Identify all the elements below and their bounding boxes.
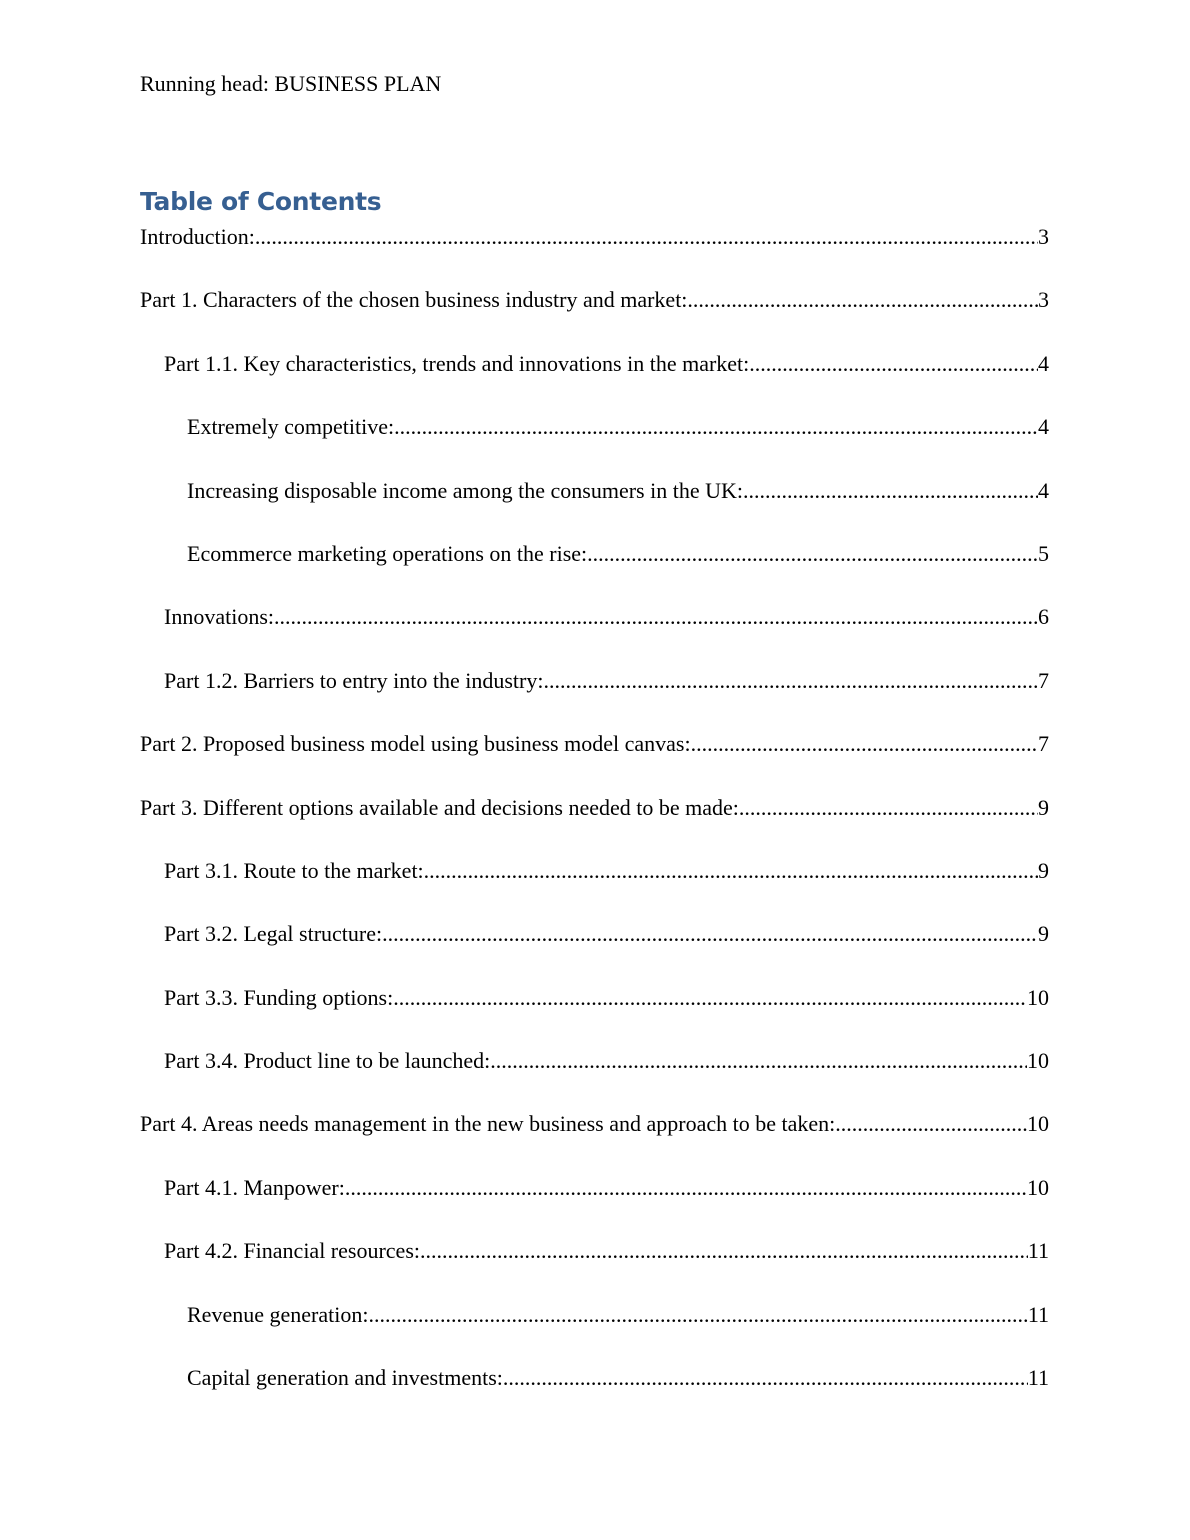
toc-page-number: 10	[1027, 984, 1049, 1010]
toc-page-number: 4	[1038, 350, 1049, 376]
toc-entry[interactable]	[140, 222, 1049, 285]
toc-entry-text: Introduction:	[140, 224, 255, 249]
toc-dot-leader	[749, 349, 1038, 379]
toc-dot-leader	[543, 666, 1038, 696]
toc-page-number: 11	[1027, 1365, 1049, 1391]
toc-entry-text: Increasing disposable income among the consumers in the UK:	[187, 477, 743, 503]
toc-entry[interactable]	[140, 1300, 1049, 1363]
toc-dot-leader	[424, 856, 1038, 886]
toc-entry-text: Part 3.1. Route to the market:	[164, 857, 424, 883]
toc-entry-text: Part 4.2. Financial resources:	[164, 1238, 420, 1264]
toc-entry-text: Part 3.2. Legal structure:	[164, 921, 383, 947]
toc-entry-text: Part 3.4. Product line to be launched:	[164, 1048, 491, 1074]
toc-page-number: 7	[1038, 667, 1049, 693]
toc-entry[interactable]	[140, 983, 1049, 1046]
toc-page-number: 9	[1038, 921, 1049, 947]
toc-page-number: 10	[1027, 1174, 1049, 1200]
toc-dot-leader	[490, 1046, 1027, 1076]
toc-entry-text: Capital generation and investments:	[187, 1365, 503, 1391]
toc-entry[interactable]	[140, 602, 1049, 665]
toc-dot-leader	[687, 285, 1038, 315]
toc-entry-text: Extremely competitive:	[187, 414, 395, 440]
toc-entry-text: Part 2. Proposed business model using business model canvas:	[140, 731, 691, 757]
toc-entry[interactable]	[140, 666, 1049, 729]
toc-page-number: 4	[1038, 414, 1049, 440]
toc-dot-leader	[345, 1173, 1027, 1203]
toc-entry[interactable]	[140, 793, 1049, 856]
toc-dot-leader	[739, 793, 1038, 823]
toc-dot-leader	[255, 222, 1038, 252]
toc-page-number: 6	[1038, 604, 1049, 630]
toc-entry-text: Part 4. Areas needs management in the new business and approach to be taken:	[140, 1111, 836, 1137]
toc-page-number: 9	[1038, 794, 1049, 820]
toc-entry[interactable]	[140, 1046, 1049, 1109]
toc-entry[interactable]	[140, 1173, 1049, 1236]
toc-dot-leader	[382, 919, 1038, 949]
toc-entry[interactable]	[140, 412, 1049, 475]
toc-page-number: 4	[1038, 477, 1049, 503]
toc-entry-text: Part 4.1. Manpower:	[164, 1174, 345, 1200]
toc-dot-leader	[420, 1236, 1028, 1266]
toc-page-number: 10	[1027, 1111, 1049, 1137]
toc-entry[interactable]	[140, 729, 1049, 792]
toc-dot-leader	[587, 539, 1038, 569]
toc-entry-text: Part 3.3. Funding options:	[164, 984, 394, 1010]
running-head: Running head: BUSINESS PLAN	[140, 71, 442, 96]
toc-page-number: 3	[1038, 224, 1049, 249]
toc-page-number: 11	[1027, 1301, 1049, 1327]
toc-dot-leader	[743, 476, 1038, 506]
toc-title: Table of Contents	[140, 187, 382, 216]
toc-page-number: 10	[1027, 1048, 1049, 1074]
toc-entry-text: Part 1.2. Barriers to entry into the industry:	[164, 667, 544, 693]
toc-entry[interactable]	[140, 919, 1049, 982]
toc-entry[interactable]	[140, 1236, 1049, 1299]
toc-entry[interactable]	[140, 349, 1049, 412]
toc-entry-text: Part 1.1. Key characteristics, trends and innovations in the market:	[164, 350, 750, 376]
toc-dot-leader	[393, 983, 1027, 1013]
toc-entry-text: Part 1. Characters of the chosen business industry and market:	[140, 287, 688, 313]
toc-page-number: 7	[1038, 731, 1049, 757]
toc-entry-text: Ecommerce marketing operations on the rise:	[187, 540, 588, 566]
toc-dot-leader	[835, 1109, 1027, 1139]
toc-dot-leader	[691, 729, 1038, 759]
toc-page-number: 11	[1027, 1238, 1049, 1264]
toc-entry[interactable]	[140, 1109, 1049, 1172]
toc-dot-leader	[368, 1300, 1027, 1330]
toc-entry[interactable]	[140, 476, 1049, 539]
toc-dot-leader	[503, 1363, 1028, 1393]
toc-entry[interactable]	[140, 285, 1049, 348]
toc-dot-leader	[274, 602, 1038, 632]
toc-entry[interactable]	[140, 539, 1049, 602]
toc-page-number: 3	[1038, 287, 1049, 313]
toc-entry[interactable]	[140, 856, 1049, 919]
toc-list	[140, 222, 1049, 1426]
toc-entry[interactable]	[140, 1363, 1049, 1426]
toc-page-number: 9	[1038, 857, 1049, 883]
toc-dot-leader	[394, 412, 1038, 442]
toc-entry-text: Revenue generation:	[187, 1301, 369, 1327]
toc-entry-text: Innovations:	[164, 604, 274, 630]
toc-page-number: 5	[1038, 540, 1049, 566]
toc-entry-text: Part 3. Different options available and decisions needed to be made:	[140, 794, 739, 820]
